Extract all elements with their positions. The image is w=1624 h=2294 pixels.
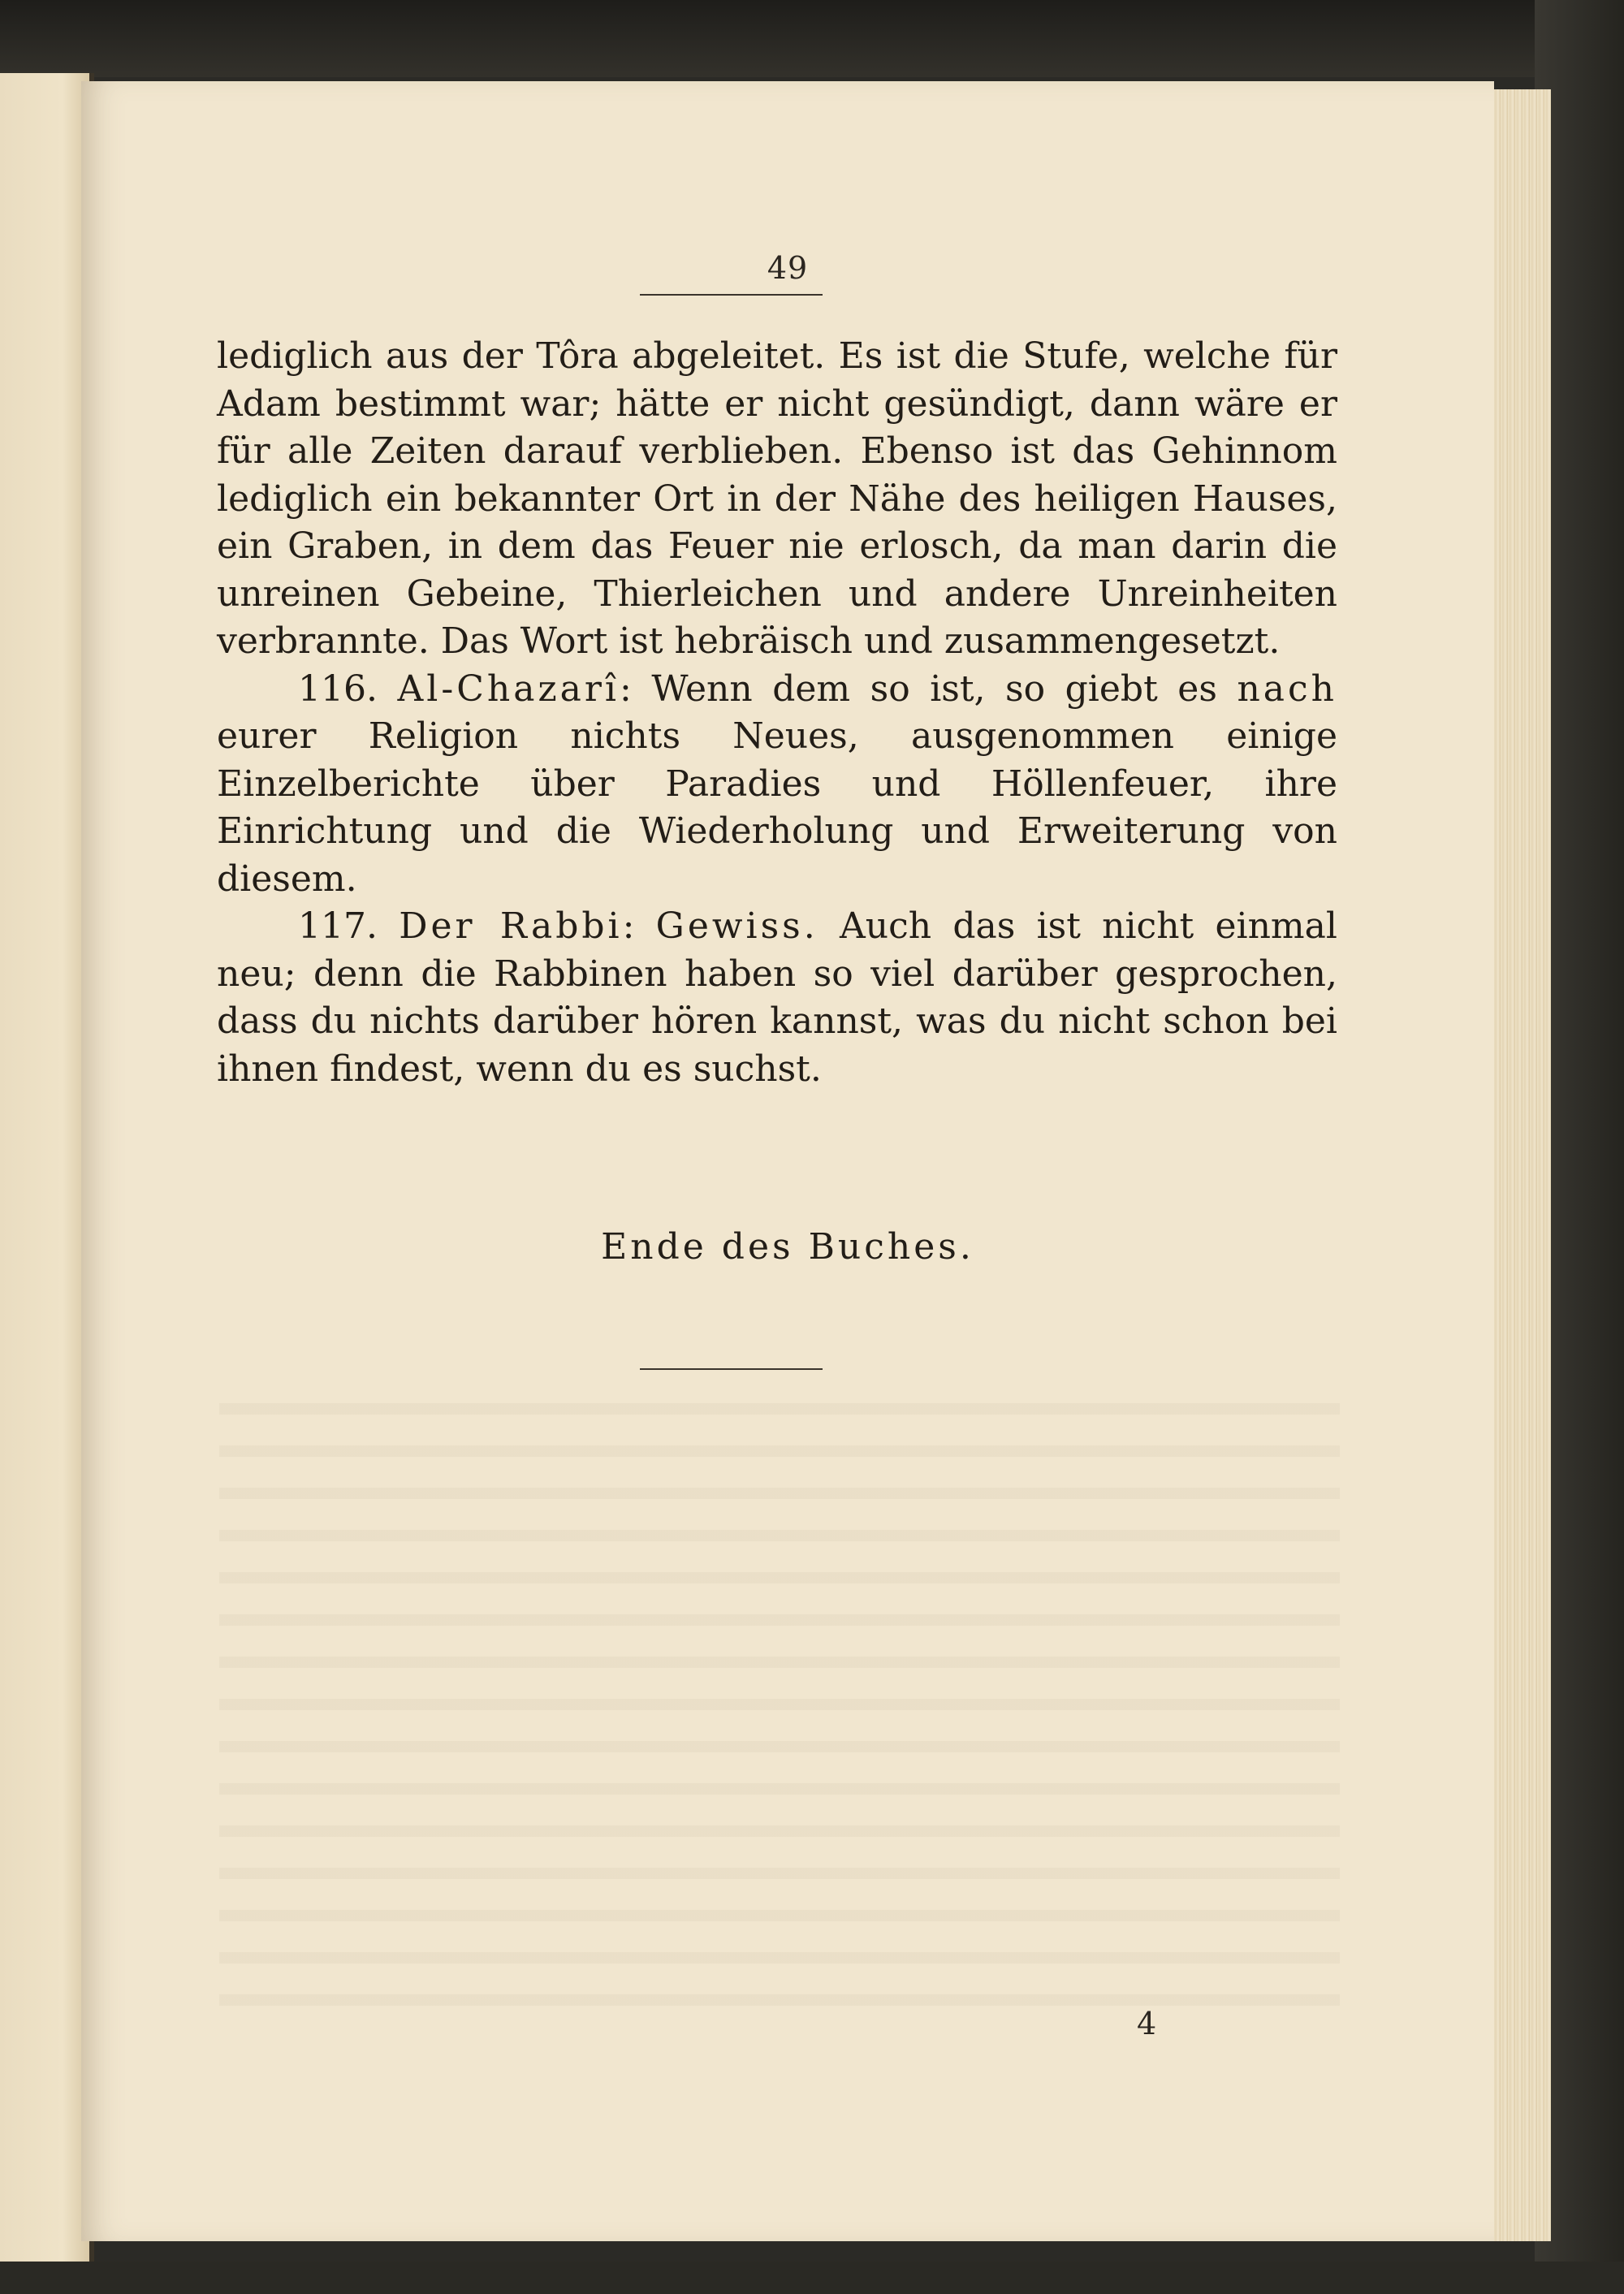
paragraph-number: 117. <box>298 905 378 947</box>
paragraph-text: Auch das ist nicht einmal neu; denn die Rabbinen haben so viel darüber gesprochen, dass du nichts darüber hören kannst, was du nicht schon bei ihnen findest, wenn du es suchst. <box>217 905 1337 1090</box>
paragraph-text: eurer Religion nichts Neues, ausgenommen einige Einzelberichte über Paradies und Höllenfeuer, ihre Einrichtung und die Wiederholung und Erweiterung von diesem. <box>217 715 1337 900</box>
book-cover-top <box>0 0 1624 77</box>
page-number: 49 <box>767 250 809 286</box>
paragraph-text: : <box>622 905 635 947</box>
paragraph-117 <box>217 903 1337 1093</box>
facing-page-edge <box>0 73 94 2294</box>
book-page <box>81 81 1494 2241</box>
spaced-word: nach <box>1237 667 1337 710</box>
spaced-word: Gewiss. <box>655 905 818 947</box>
paragraph-continuation: lediglich aus der Tôra abgeleitet. Es ist die Stufe, welche für Adam bestimmt war; hätte er nicht gesündigt, dann wäre er für alle Zeiten darauf verblieben. Ebenso ist das Gehinnom lediglich ein bekannter Ort in der Nähe des heiligen Hauses, ein Graben, in dem das Feuer nie erlosch, da man darin die unreinen Gebeine, Thierleichen und andere Unreinheiten verbrannte. Das Wort ist hebräisch und zusammengesetzt. <box>217 335 1337 662</box>
page-edges <box>1486 89 1551 2241</box>
paragraph-number: 116. <box>298 667 378 710</box>
paragraph-116 <box>217 666 1337 904</box>
signature-mark: 4 <box>1137 2006 1157 2041</box>
closing-rule <box>640 1368 823 1370</box>
page-body <box>217 333 1337 1093</box>
show-through-texture <box>219 1372 1340 2006</box>
end-of-book-line: Ende des Buches. <box>601 1226 974 1268</box>
header-rule <box>640 294 823 296</box>
speaker-name: Der Rabbi <box>399 905 623 947</box>
paragraph-text: : Wenn dem so ist, so giebt es <box>619 667 1217 710</box>
speaker-name: Al-Chazarî <box>397 667 620 710</box>
book-cover-bottom <box>0 2262 1624 2294</box>
